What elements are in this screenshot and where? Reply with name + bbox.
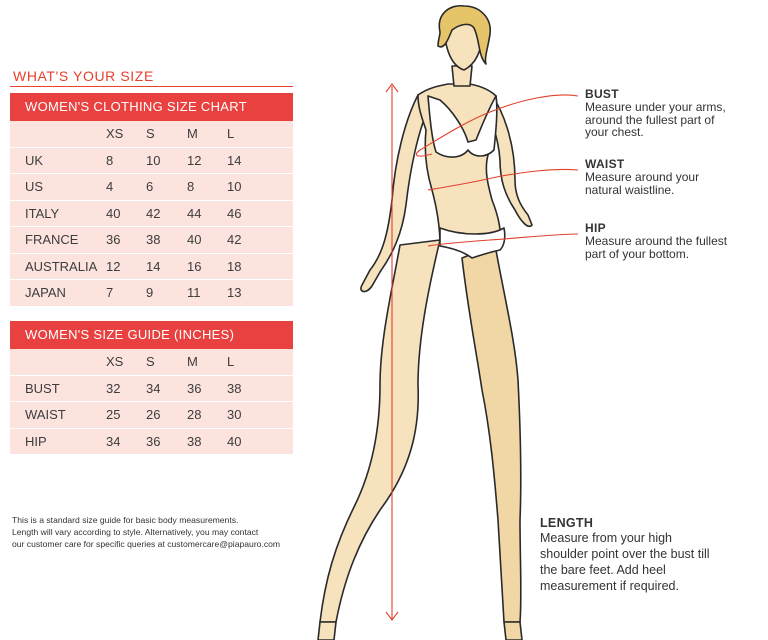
table-cell: 36 (187, 380, 202, 396)
table-header-row (10, 349, 293, 376)
row-label: FRANCE (25, 232, 79, 247)
table-cell: 40 (227, 433, 242, 449)
table-cell: 7 (106, 285, 114, 300)
table-cell: 40 (187, 232, 202, 247)
table-cell: 38 (187, 433, 202, 449)
size-guide-table (10, 321, 293, 454)
table-cell: 12 (106, 258, 121, 274)
column-header: XS (106, 126, 124, 141)
table-cell: 11 (187, 285, 201, 300)
column-header: M (187, 126, 198, 141)
table-cell: 38 (146, 232, 161, 247)
row-label: BUST (25, 380, 60, 396)
length-callout (540, 516, 750, 594)
table-cell: 10 (146, 152, 161, 168)
table-cell: 18 (227, 258, 242, 274)
table-row (10, 429, 293, 455)
length-callout-line: the bare feet. Add heel (540, 563, 666, 577)
bust-callout-title: BUST (585, 87, 619, 101)
page-title: WHAT'S YOUR SIZE (13, 68, 154, 84)
right-foot (504, 622, 522, 640)
table-cell: 34 (146, 380, 161, 396)
waist-callout-title: WAIST (585, 157, 625, 171)
table-row (10, 402, 293, 429)
row-label: US (25, 179, 44, 194)
left-foot (318, 622, 336, 640)
length-callout-line: measurement if required. (540, 579, 679, 593)
right-leg (462, 245, 521, 622)
size-guide-title: WOMEN'S SIZE GUIDE (INCHES) (10, 321, 293, 349)
title-underline (10, 86, 293, 87)
table-cell: 46 (227, 205, 242, 221)
row-label: ITALY (25, 205, 60, 221)
table-cell: 9 (146, 285, 154, 300)
column-header: L (227, 126, 235, 141)
length-callout-line: Measure from your high (540, 531, 673, 545)
table-cell: 42 (146, 205, 161, 221)
footnote-line: our customer care for specific queries at customercare@piapauro.com (12, 539, 281, 549)
table-header-row (10, 121, 293, 148)
bust-callout-line: your chest. (585, 125, 644, 139)
row-label: HIP (25, 433, 47, 449)
table-cell: 16 (187, 258, 202, 274)
bust-callout-line: Measure under your arms, (585, 100, 726, 114)
table-cell: 8 (106, 152, 114, 168)
column-header: M (187, 354, 198, 369)
table-cell: 12 (187, 152, 202, 168)
table-cell: 36 (106, 232, 121, 247)
table-cell: 8 (187, 179, 195, 194)
table-cell: 34 (106, 433, 121, 449)
table-row (10, 174, 293, 201)
waist-callout (585, 157, 765, 196)
table-cell: 6 (146, 179, 154, 194)
table-cell: 36 (146, 433, 161, 449)
table-row (10, 227, 293, 254)
column-header: S (146, 354, 155, 369)
footnote (12, 514, 312, 550)
table-cell: 42 (227, 232, 242, 247)
hip-callout-line: part of your bottom. (585, 246, 690, 261)
table-row (10, 376, 293, 403)
length-callout-line: shoulder point over the bust till (540, 547, 710, 561)
hip-callout (585, 221, 765, 260)
table-cell: 26 (146, 407, 161, 422)
column-header: L (227, 354, 235, 369)
footnote-line: This is a standard size guide for basic body measurements. (12, 515, 239, 525)
waist-callout-line: Measure around your (585, 170, 700, 184)
table-row (10, 201, 293, 228)
table-row (10, 148, 293, 175)
table-cell: 30 (227, 407, 242, 422)
row-label: AUSTRALIA (25, 258, 98, 274)
footnote-line: Length will vary according to style. Alternatively, you may contact (12, 527, 259, 537)
table-cell: 38 (227, 380, 242, 396)
waist-callout-line: natural waistline. (585, 182, 675, 197)
table-cell: 14 (227, 152, 242, 168)
table-cell: 14 (146, 258, 161, 274)
row-label: JAPAN (25, 285, 66, 300)
table-row (10, 254, 293, 281)
column-header: XS (106, 354, 124, 369)
table-cell: 40 (106, 205, 121, 221)
bust-callout (585, 87, 765, 139)
table-cell: 4 (106, 179, 114, 194)
column-header: S (146, 126, 155, 141)
hip-callout-line: Measure around the fullest (585, 234, 728, 248)
table-cell: 25 (106, 407, 121, 422)
clothing-size-chart (10, 93, 293, 306)
table-cell: 13 (227, 285, 242, 300)
bust-callout-line: around the fullest part of (585, 112, 715, 127)
row-label: WAIST (25, 407, 66, 422)
table-cell: 28 (187, 407, 202, 422)
length-callout-title: LENGTH (540, 516, 594, 530)
clothing-size-chart-title: WOMEN'S CLOTHING SIZE CHART (10, 93, 293, 121)
table-row (10, 280, 293, 306)
table-cell: 44 (187, 205, 202, 221)
table-cell: 10 (227, 179, 242, 194)
hip-callout-title: HIP (585, 221, 606, 235)
left-leg (320, 240, 440, 622)
table-cell: 32 (106, 380, 121, 396)
row-label: UK (25, 152, 44, 168)
